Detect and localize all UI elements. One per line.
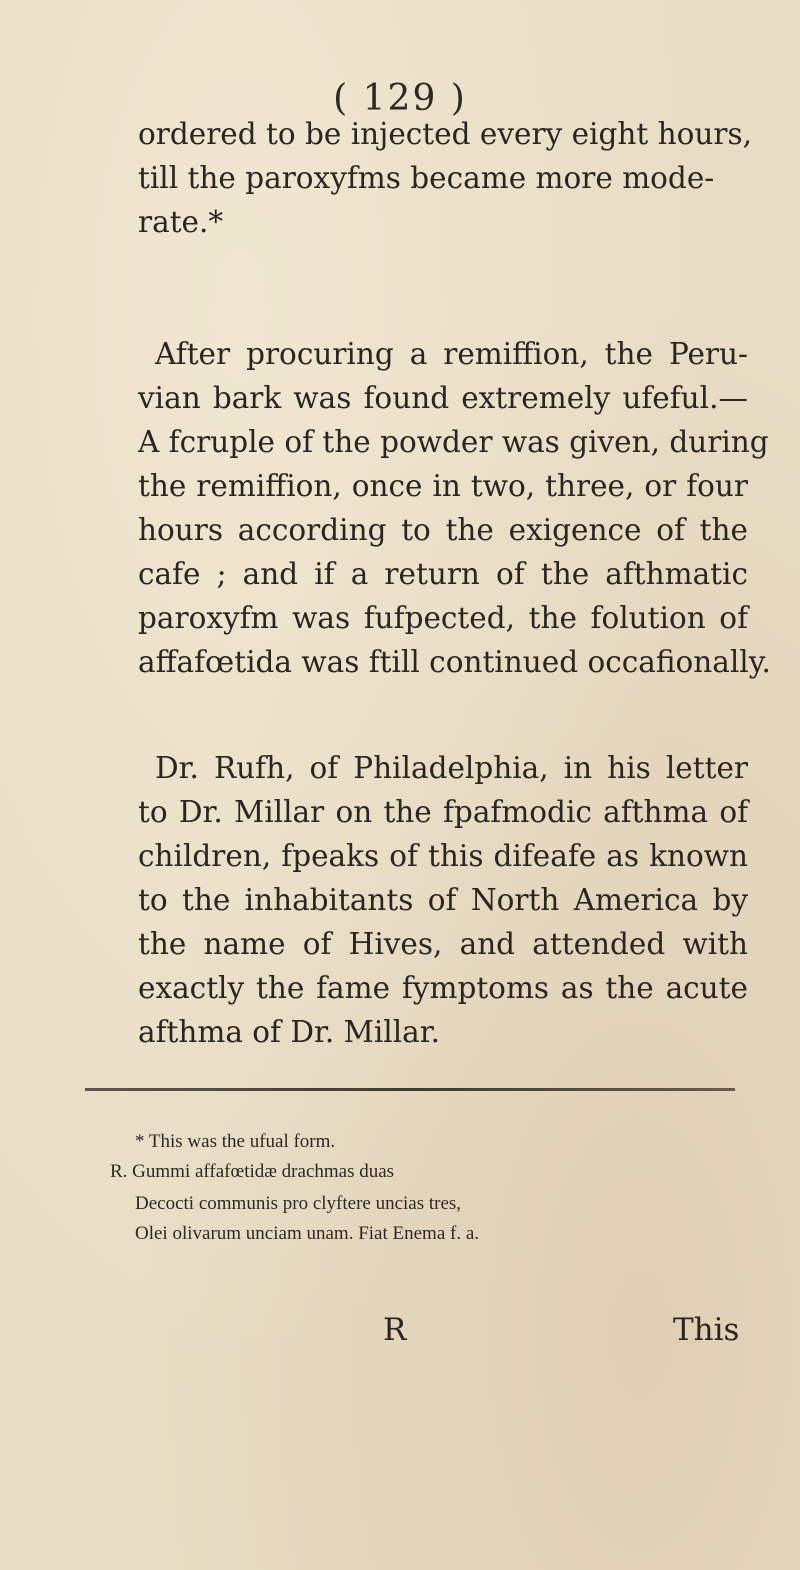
footnote-line: Decocti communis pro clyftere uncias tres, <box>135 1193 462 1214</box>
text-line: Dr. Rufh, of Philadelphia, in his letter <box>155 751 748 785</box>
text-line: A fcruple of the powder was given, during <box>138 425 769 459</box>
text-line: vian bark was found extremely ufeful.— <box>138 381 748 415</box>
text-line: children, fpeaks of this difeafe as known <box>138 839 748 873</box>
paragraph-continued <box>138 112 752 244</box>
footnote-line: * This was the ufual form. <box>135 1131 336 1152</box>
text-line: paroxyfm was fufpected, the folution of <box>138 601 748 635</box>
paragraph-dr-rush <box>155 746 748 790</box>
footnote-line: R. Gummi affafœtidæ drachmas duas <box>110 1161 395 1182</box>
footnote-line: Olei olivarum unciam unam. Fiat Enema f. a. <box>135 1223 480 1244</box>
text-line: afthma of Dr. Millar. <box>138 1015 440 1049</box>
page-number: ( 129 ) <box>333 78 467 119</box>
footnote-divider <box>85 1088 735 1091</box>
signature-mark: R <box>383 1312 407 1348</box>
footnote-recipe-body <box>135 1189 755 1249</box>
text-line: ordered to be injected every eight hours, <box>138 117 752 151</box>
text-line: cafe ; and if a return of the afthmatic <box>138 557 748 591</box>
text-line: the name of Hives, and attended with <box>138 927 748 961</box>
text-line: hours according to the exigence of the <box>138 513 748 547</box>
text-line: affafœtida was ftill continued occafionally. <box>138 645 771 679</box>
text-line: till the paroxyfms became more mode- <box>138 161 715 195</box>
catchword: This <box>673 1312 740 1348</box>
text-line: to Dr. Millar on the fpafmodic afthma of <box>138 795 748 829</box>
footnote-recipe-title <box>110 1157 730 1187</box>
paragraph-peruvian-bark <box>155 332 748 376</box>
text-line: exactly the fame fymptoms as the acute <box>138 971 748 1005</box>
text-line: to the inhabitants of North America by <box>138 883 748 917</box>
paragraph-peruvian-bark-body <box>138 376 771 684</box>
text-line: After procuring a remiffion, the Peru- <box>155 337 748 371</box>
paragraph-dr-rush-body <box>138 790 748 1054</box>
footnote-marker-line <box>135 1127 755 1157</box>
text-line: the remiffion, once in two, three, or four <box>138 469 748 503</box>
text-line: rate.* <box>138 205 224 239</box>
